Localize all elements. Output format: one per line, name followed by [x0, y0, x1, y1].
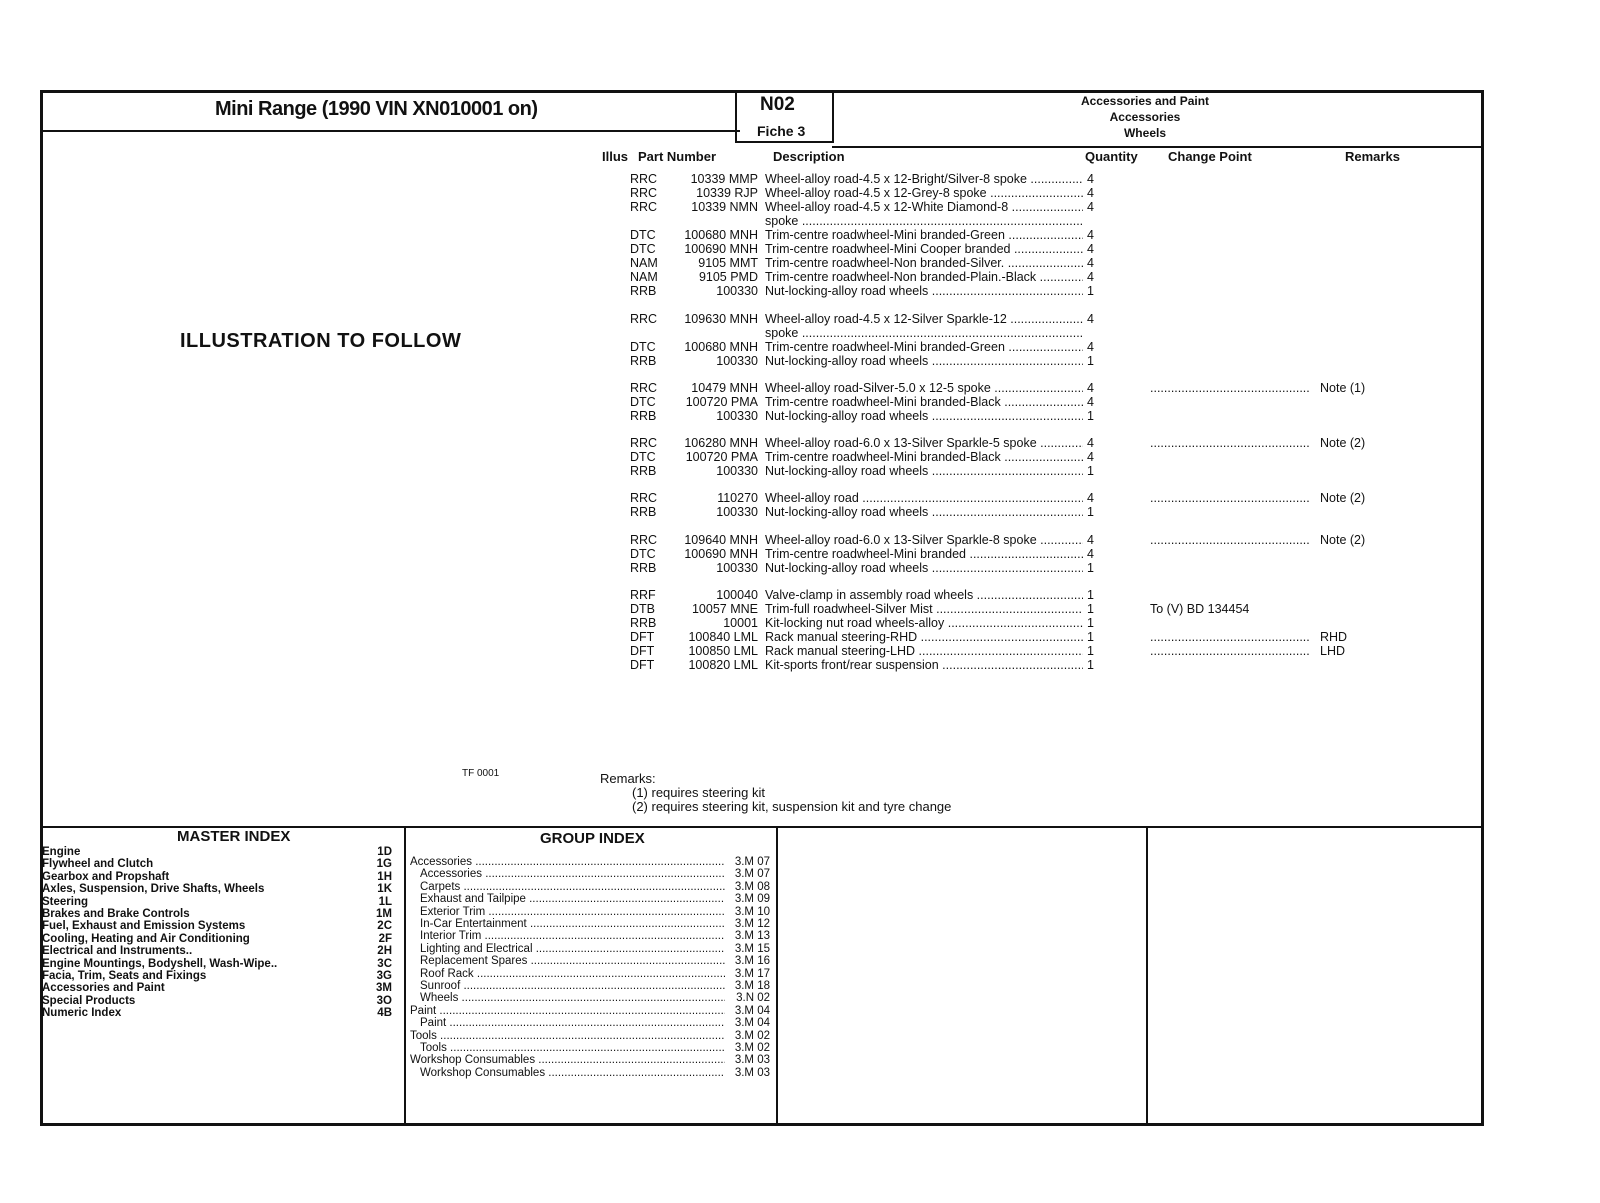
part-quantity: 4 [1087, 228, 1094, 242]
fiche-box-left [735, 90, 737, 142]
master-index-item[interactable] [42, 896, 392, 908]
section-line-3: Wheels [1123, 126, 1166, 140]
part-description: Trim-centre roadwheel-Mini branded-Black ..... [765, 450, 1083, 464]
group-index-item[interactable] [420, 881, 770, 893]
part-number: 10339 MMP [690, 172, 758, 186]
part-number: 100720 PMA [685, 450, 758, 464]
master-index-code: 1D [377, 846, 392, 858]
part-description: Trim-centre roadwheel-Mini branded-Black ..... [765, 395, 1083, 409]
part-description: Trim-centre roadwheel-Non branded-Plain.-Black ..... [765, 270, 1083, 284]
part-number: 100330 [716, 464, 758, 478]
part-description: Trim-centre roadwheel-Mini branded-Green ..... [765, 228, 1083, 242]
part-description: Nut-locking-alloy road wheels ..... [765, 505, 1083, 519]
part-illus-code: RRC [630, 491, 658, 505]
col-header-change-point: Change Point [1168, 149, 1252, 164]
group-index-item[interactable] [420, 955, 770, 967]
part-description: Nut-locking-alloy road wheels ..... [765, 561, 1083, 575]
part-description: Nut-locking-alloy road wheels ..... [765, 464, 1083, 478]
part-illus-code: DTC [630, 450, 656, 464]
part-description: Valve-clamp in assembly road wheels ..... [765, 588, 1083, 602]
master-index-label: Accessories and Paint [42, 982, 165, 995]
part-quantity: 1 [1087, 464, 1094, 478]
group-index-item[interactable] [420, 930, 770, 942]
part-description: Trim-centre roadwheel-Mini branded ..... [765, 547, 1083, 561]
group-index-item[interactable] [420, 1017, 770, 1029]
part-description: Trim-centre roadwheel-Mini branded-Green ..... [765, 340, 1083, 354]
master-index-label: Facia, Trim, Seats and Fixings [42, 970, 207, 982]
part-illus-code: RRC [630, 186, 658, 200]
part-number: 9105 MMT [698, 256, 758, 270]
index-col-3 [1146, 826, 1148, 1126]
part-description: spoke ..... [765, 326, 1083, 340]
part-quantity: 4 [1087, 172, 1094, 186]
master-index-item[interactable] [42, 858, 392, 870]
group-index-item[interactable] [410, 1005, 770, 1017]
part-number: 100680 MNH [684, 340, 758, 354]
part-quantity: 1 [1087, 561, 1094, 575]
group-index-label: Exhaust and Tailpipe ..... [420, 893, 725, 905]
part-illus-code: DTB [630, 602, 655, 616]
part-quantity: 1 [1087, 284, 1094, 298]
master-index-item[interactable] [42, 1007, 392, 1019]
page-title: Mini Range (1990 VIN XN010001 on) [215, 98, 538, 120]
part-description: Wheel-alloy road-4.5 x 12-White Diamond-8 ..... [765, 200, 1083, 214]
part-change-point: .............................................. [1150, 381, 1310, 395]
part-number: 100690 MNH [684, 547, 758, 561]
part-quantity: 1 [1087, 409, 1094, 423]
col-header-illus: Illus [602, 149, 629, 164]
part-description: Kit-locking nut road wheels-alloy ..... [765, 616, 1083, 630]
master-index-code: 3O [376, 994, 392, 1007]
master-index-item[interactable] [42, 945, 392, 957]
master-index-item[interactable] [42, 958, 392, 970]
part-remark: Note (2) [1320, 436, 1366, 450]
part-description: Wheel-alloy road-4.5 x 12-Silver Sparkle-12 ..... [765, 312, 1083, 326]
part-description: Nut-locking-alloy road wheels ..... [765, 284, 1083, 298]
master-index-item[interactable] [42, 933, 392, 945]
group-index-item[interactable] [420, 906, 770, 918]
part-illus-code: RRC [630, 381, 658, 395]
group-index-code: 3.M 18 [734, 980, 770, 992]
part-number: 100840 LML [688, 630, 758, 644]
part-illus-code: RRC [630, 436, 658, 450]
part-illus-code: RRC [630, 200, 658, 214]
illustration-placeholder: ILLUSTRATION TO FOLLOW [180, 330, 462, 352]
group-index-code: 3.M 03 [734, 1066, 770, 1079]
part-illus-code: RRB [630, 284, 657, 298]
part-illus-code: RRB [630, 616, 657, 630]
group-index-code: 3.N 02 [736, 992, 770, 1005]
part-description: Nut-locking-alloy road wheels ..... [765, 354, 1083, 368]
part-illus-code: NAM [630, 256, 658, 270]
part-change-point: .............................................. [1150, 630, 1310, 644]
part-number: 10001 [723, 616, 758, 630]
group-index-code: 3.M 08 [734, 880, 770, 893]
fiche-number: Fiche 3 [757, 123, 806, 139]
part-description: Trim-centre roadwheel-Non branded-Silver. ..... [765, 256, 1083, 270]
part-number: 110270 [717, 491, 758, 505]
col-header-quantity: Quantity [1085, 149, 1138, 164]
group-index-label: Lighting and Electrical ..... [420, 943, 725, 955]
part-change-point: To (V) BD 134454 [1150, 602, 1250, 616]
group-index-code: 3.M 04 [734, 1004, 770, 1017]
part-quantity: 1 [1087, 354, 1094, 368]
remarks-block [600, 772, 951, 814]
part-illus-code: RRC [630, 533, 658, 547]
fiche-box-right [832, 90, 834, 142]
group-index-item[interactable] [420, 893, 770, 905]
master-index-code: 3G [376, 970, 392, 982]
part-number: 109630 MNH [684, 312, 758, 326]
group-index-item[interactable] [420, 968, 770, 980]
tf-code: TF 0001 [462, 768, 500, 779]
part-remark: RHD [1320, 630, 1348, 644]
part-quantity: 4 [1087, 312, 1094, 326]
master-index-label: Electrical and Instruments.. [42, 945, 193, 958]
header-divider [40, 130, 740, 132]
section-box-bottom [832, 146, 1484, 148]
part-number: 109640 MNH [684, 533, 758, 547]
group-index-label: Workshop Consumables ..... [410, 1054, 725, 1066]
master-index-item[interactable] [42, 920, 392, 932]
part-number: 100330 [716, 409, 758, 423]
part-illus-code: RRB [630, 354, 657, 368]
master-index-item[interactable] [42, 995, 392, 1007]
master-index-item[interactable] [42, 982, 392, 994]
group-index-code: 3.M 04 [734, 1017, 770, 1030]
group-index-code: 3.M 02 [734, 1042, 770, 1054]
part-quantity: 4 [1087, 256, 1094, 270]
group-index-code: 3.M 10 [734, 905, 770, 918]
part-quantity: 4 [1087, 547, 1094, 561]
group-index-label: Paint ..... [420, 1017, 725, 1029]
group-index-item[interactable] [420, 868, 770, 880]
master-index-label: Numeric Index [42, 1007, 122, 1020]
part-change-point: .............................................. [1150, 436, 1310, 450]
part-description: Trim-centre roadwheel-Mini Cooper branded ..... [765, 242, 1083, 256]
part-quantity: 4 [1087, 450, 1094, 464]
remark-note-2: (2) requires steering kit, suspension kit and tyre change [632, 799, 952, 814]
group-index-code: 3.M 09 [734, 893, 770, 906]
part-quantity: 1 [1087, 658, 1094, 672]
part-quantity: 1 [1087, 616, 1094, 630]
master-index-label: Special Products [42, 994, 136, 1007]
group-index-code: 3.M 15 [734, 942, 770, 955]
part-illus-code: RRB [630, 505, 657, 519]
master-index-code: 1L [378, 895, 392, 908]
part-change-point: .............................................. [1150, 533, 1310, 547]
part-quantity: 4 [1087, 491, 1094, 505]
master-index-code: 1K [377, 883, 392, 896]
group-index-label: Accessories ..... [410, 856, 725, 868]
part-quantity: 1 [1087, 602, 1094, 616]
group-index-label: Interior Trim ..... [420, 930, 725, 942]
group-index-label: Replacement Spares ..... [420, 955, 725, 967]
group-index-code: 3.M 12 [734, 918, 770, 930]
part-change-point: .............................................. [1150, 644, 1310, 658]
group-index-item[interactable] [420, 918, 770, 930]
part-quantity: 4 [1087, 340, 1094, 354]
index-col-2 [776, 826, 778, 1126]
group-index-code: 3.M 17 [734, 967, 770, 980]
part-description: Wheel-alloy road-Silver-5.0 x 12-5 spoke ..... [765, 381, 1083, 395]
part-illus-code: DFT [630, 644, 655, 658]
master-index-label: Brakes and Brake Controls [42, 908, 190, 920]
part-quantity: 4 [1087, 381, 1094, 395]
col-header-description: Description [773, 149, 845, 164]
master-index-code: 2H [377, 945, 392, 958]
part-description: Wheel-alloy road ..... [765, 491, 1083, 505]
group-index-item[interactable] [420, 980, 770, 992]
master-index-label: Engine [42, 846, 81, 858]
part-number: 100680 MNH [684, 228, 758, 242]
group-index-label: In-Car Entertainment ..... [420, 918, 725, 930]
group-index-code: 3.M 02 [734, 1029, 770, 1042]
group-index-code: 3.M 16 [734, 955, 770, 968]
group-index-code: 3.M 07 [734, 856, 770, 868]
part-illus-code: DTC [630, 228, 656, 242]
part-illus-code: RRC [630, 312, 658, 326]
master-index-code: 3M [376, 982, 392, 995]
group-index-label: Tools ..... [420, 1042, 725, 1054]
part-quantity: 1 [1087, 505, 1094, 519]
group-index-label: Wheels ..... [420, 992, 725, 1004]
part-number: 9105 PMD [698, 270, 758, 284]
part-illus-code: DFT [630, 658, 655, 672]
group-index-item[interactable] [420, 992, 770, 1004]
group-index-label: Accessories ..... [420, 868, 725, 880]
part-illus-code: DTC [630, 395, 656, 409]
remarks-label: Remarks: [600, 771, 656, 786]
part-illus-code: DTC [630, 242, 656, 256]
master-index-code: 4B [377, 1007, 392, 1020]
group-index-label: Exterior Trim ..... [420, 906, 725, 918]
part-description: Wheel-alloy road-4.5 x 12-Bright/Silver-8 spoke ..... [765, 172, 1083, 186]
group-index-label: Tools ..... [410, 1030, 725, 1042]
group-index-item[interactable] [410, 856, 770, 868]
part-number: 100330 [716, 505, 758, 519]
part-number: 100690 MNH [684, 242, 758, 256]
master-index-label: Cooling, Heating and Air Conditioning [42, 932, 250, 945]
fiche-code: N02 [760, 94, 795, 115]
group-index-label: Workshop Consumables ..... [420, 1067, 725, 1079]
part-description: Wheel-alloy road-6.0 x 13-Silver Sparkle-5 spoke ..... [765, 436, 1083, 450]
master-index-label: Flywheel and Clutch [42, 858, 154, 871]
part-number: 100330 [716, 561, 758, 575]
master-index-item[interactable] [42, 846, 392, 858]
group-index-item[interactable] [420, 943, 770, 955]
master-index-label: Engine Mountings, Bodyshell, Wash-Wipe.. [42, 957, 278, 970]
part-description: Nut-locking-alloy road wheels ..... [765, 409, 1083, 423]
index-col-1 [404, 826, 406, 1126]
section-line-1: Accessories and Paint [1080, 94, 1210, 108]
master-index-item[interactable] [42, 970, 392, 982]
part-illus-code: RRB [630, 464, 657, 478]
part-number: 10057 MNE [691, 602, 758, 616]
col-header-remarks: Remarks [1345, 149, 1400, 164]
group-index-item[interactable] [410, 1030, 770, 1042]
part-description: Trim-full roadwheel-Silver Mist ..... [765, 602, 1083, 616]
part-number: 10479 MNH [691, 381, 758, 395]
group-index-label: Paint ..... [410, 1005, 725, 1017]
part-remark: Note (2) [1320, 533, 1366, 547]
master-index-label: Gearbox and Propshaft [42, 870, 170, 883]
master-index-label: Axles, Suspension, Drive Shafts, Wheels [42, 883, 265, 896]
remark-note-1: (1) requires steering kit [632, 785, 765, 800]
part-illus-code: DTC [630, 547, 656, 561]
group-index-code: 3.M 07 [734, 868, 770, 881]
part-change-point: .............................................. [1150, 491, 1310, 505]
group-index-label: Sunroof ..... [420, 980, 725, 992]
part-quantity: 4 [1087, 200, 1094, 214]
master-index-code: 1M [376, 908, 392, 920]
master-index-item[interactable] [42, 908, 392, 920]
group-index-code: 3.M 13 [734, 930, 770, 943]
part-quantity: 4 [1087, 436, 1094, 450]
group-index-item[interactable] [410, 1054, 770, 1066]
part-quantity: 1 [1087, 630, 1094, 644]
part-description: Wheel-alloy road-6.0 x 13-Silver Sparkle-8 spoke ..... [765, 533, 1083, 547]
part-illus-code: RRB [630, 409, 657, 423]
fiche-box-bottom [735, 141, 834, 143]
section-line-2: Accessories [1109, 110, 1181, 124]
part-remark: Note (2) [1320, 491, 1366, 505]
part-number: 100720 PMA [685, 395, 758, 409]
part-quantity: 4 [1087, 186, 1094, 200]
group-index-title: GROUP INDEX [540, 830, 645, 847]
group-index-label: Roof Rack ..... [420, 968, 725, 980]
part-number: 100850 LML [688, 644, 758, 658]
part-description: spoke ..... [765, 214, 1083, 228]
part-description: Kit-sports front/rear suspension ..... [765, 658, 1083, 672]
group-index-item[interactable] [420, 1042, 770, 1054]
master-index-label: Steering [42, 895, 89, 908]
master-index-code: 1G [376, 858, 392, 871]
master-index-item[interactable] [42, 883, 392, 895]
part-illus-code: RRF [630, 588, 656, 602]
group-index-label: Carpets ..... [420, 881, 725, 893]
master-index-code: 2C [377, 920, 392, 933]
part-illus-code: RRC [630, 172, 658, 186]
part-description: Rack manual steering-LHD ..... [765, 644, 1083, 658]
master-index-label: Fuel, Exhaust and Emission Systems [42, 920, 246, 933]
part-quantity: 4 [1087, 270, 1094, 284]
master-index-title: MASTER INDEX [177, 828, 291, 845]
part-number: 100040 [716, 588, 758, 602]
part-quantity: 1 [1087, 588, 1094, 602]
master-index-code: 1H [377, 870, 392, 883]
part-quantity: 4 [1087, 242, 1094, 256]
part-quantity: 1 [1087, 644, 1094, 658]
part-description: Wheel-alloy road-4.5 x 12-Grey-8 spoke ..... [765, 186, 1083, 200]
part-illus-code: DTC [630, 340, 656, 354]
part-illus-code: RRB [630, 561, 657, 575]
part-quantity: 4 [1087, 533, 1094, 547]
group-index-item[interactable] [420, 1067, 770, 1079]
master-index-code: 2F [378, 932, 392, 945]
master-index-code: 3C [377, 957, 392, 970]
part-number: 10339 RJP [696, 186, 758, 200]
part-number: 106280 MNH [684, 436, 758, 450]
part-description: Rack manual steering-RHD ..... [765, 630, 1083, 644]
part-number: 10339 NMN [691, 200, 758, 214]
part-illus-code: DFT [630, 630, 655, 644]
col-header-part-number: Part Number [638, 149, 717, 164]
part-illus-code: NAM [630, 270, 658, 284]
part-number: 100820 LML [688, 658, 758, 672]
part-remark: Note (1) [1320, 381, 1366, 395]
group-index-code: 3.M 03 [734, 1054, 770, 1067]
master-index-item[interactable] [42, 871, 392, 883]
part-quantity: 4 [1087, 395, 1094, 409]
part-remark: LHD [1320, 644, 1346, 658]
part-number: 100330 [716, 354, 758, 368]
part-number: 100330 [716, 284, 758, 298]
